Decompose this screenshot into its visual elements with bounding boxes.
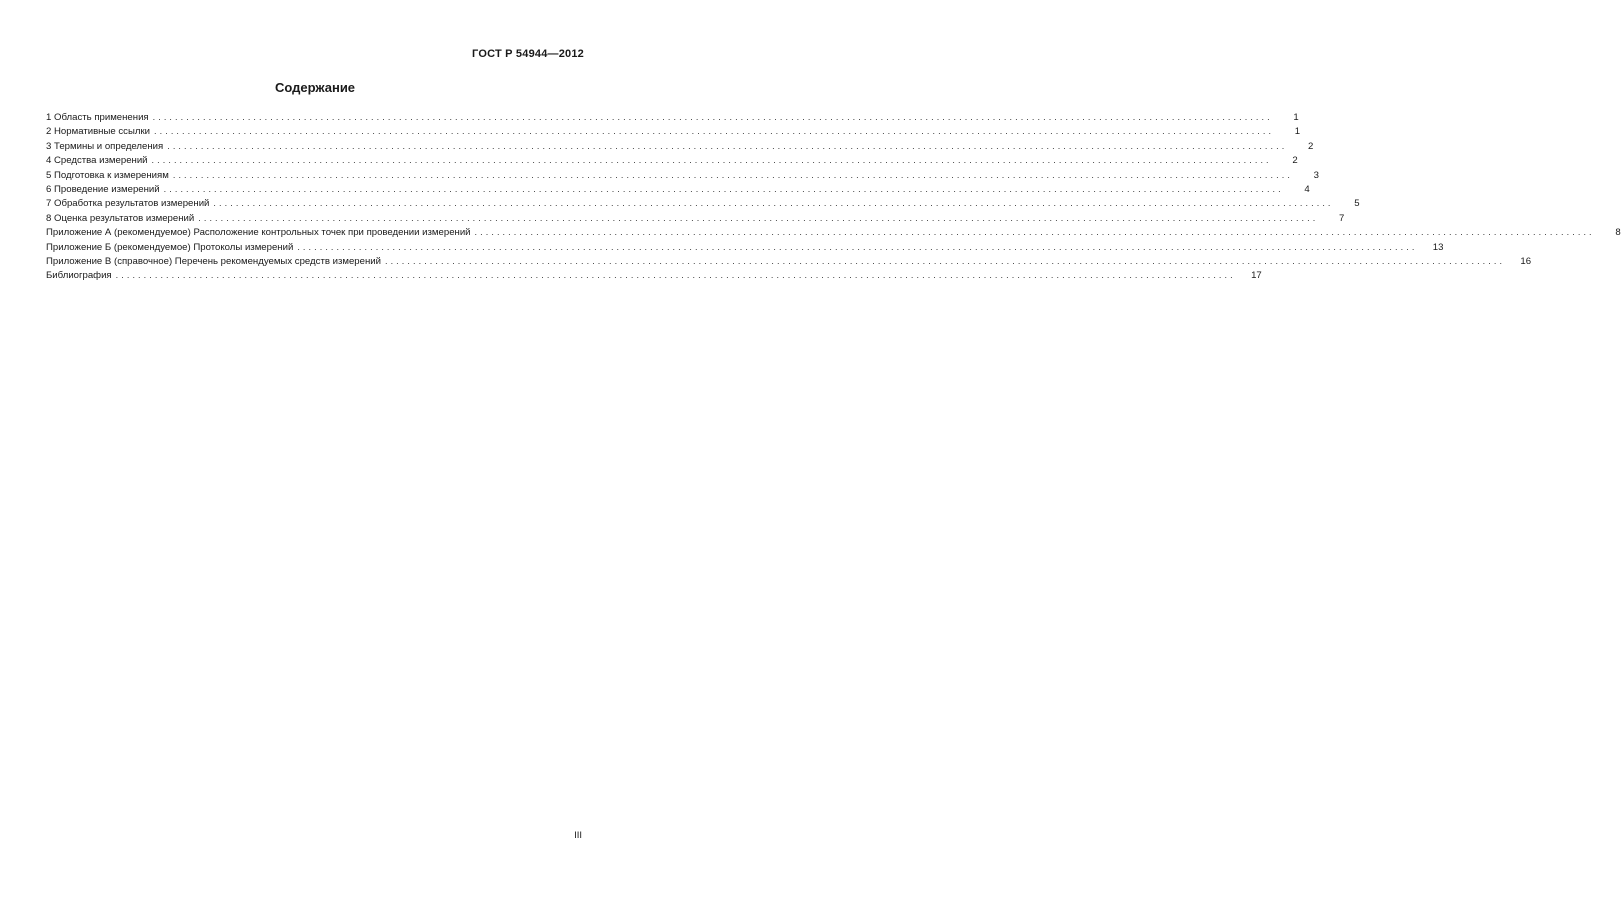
toc-entry-page: 5 <box>1354 198 1360 210</box>
toc-entry-label: Приложение В (справочное) Перечень рекомендуемых средств измерений <box>46 255 381 267</box>
toc-entry <box>46 182 1310 196</box>
toc-entry-label: 3 Термины и определения <box>46 140 164 152</box>
toc-entry-page: 16 <box>1520 255 1532 267</box>
toc-entry-page: 17 <box>1251 270 1262 282</box>
toc-entry-label: Приложение А (рекомендуемое) Расположение контрольных точек при проведении измерений <box>46 227 471 239</box>
toc-entry-page: 3 <box>1313 169 1319 181</box>
toc-entry-label: 5 Подготовка к измерениям <box>46 169 169 181</box>
toc-entry <box>46 225 1621 239</box>
toc-entry-label: 1 Область применения <box>46 112 149 123</box>
toc-entry <box>46 240 1444 254</box>
toc-leader-dots: ........................................................................................................................................................................................................ <box>474 227 1595 238</box>
toc-leader-dots: ........................................................................................................................................................................................................ <box>115 270 1236 281</box>
toc-entry-label: Приложение Б (рекомендуемое) Протоколы измерений <box>46 241 294 253</box>
toc-entry-label: 6 Проведение измерений <box>46 183 160 195</box>
document-number: ГОСТ Р 54944—2012 <box>472 48 584 60</box>
toc-leader-dots: ........................................................................................................................................................................................................ <box>172 169 1293 180</box>
toc-leader-dots: ........................................................................................................................................................................................................ <box>163 183 1284 194</box>
toc-entry <box>46 254 1532 268</box>
toc-entry <box>46 153 1298 167</box>
toc-entry <box>46 110 1299 124</box>
toc-entry-page: 1 <box>1293 112 1299 123</box>
toc-leader-dots: ........................................................................................................................................................................................................ <box>297 241 1418 252</box>
toc-leader-dots: ........................................................................................................................................................................................................ <box>152 112 1273 122</box>
toc-entry <box>46 139 1314 153</box>
toc-leader-dots: ........................................................................................................................................................................................................ <box>151 155 1272 166</box>
page-number: III <box>574 830 582 841</box>
page-title: Содержание <box>274 80 356 95</box>
toc-entry-page: 1 <box>1294 126 1301 138</box>
toc-entry-page: 2 <box>1308 140 1314 152</box>
toc-entry-label: Библиография <box>46 270 112 282</box>
toc-entry <box>46 124 1301 138</box>
toc-entry-page: 4 <box>1304 183 1310 195</box>
toc-entry <box>46 211 1345 225</box>
toc-entry <box>46 196 1360 210</box>
toc-entry-label: 4 Средства измерений <box>46 155 148 167</box>
toc-entry-page: 8 <box>1615 227 1621 239</box>
toc-entry-label: 2 Нормативные ссылки <box>46 126 151 138</box>
toc-leader-dots: ........................................................................................................................................................................................................ <box>167 140 1288 151</box>
table-of-contents <box>46 110 1621 283</box>
toc-entry <box>46 268 1262 282</box>
toc-leader-dots: ........................................................................................................................................................................................................ <box>154 126 1275 137</box>
toc-entry-label: 8 Оценка результатов измерений <box>46 212 195 224</box>
toc-entry-label: 7 Обработка результатов измерений <box>46 198 210 210</box>
toc-leader-dots: ........................................................................................................................................................................................................ <box>198 212 1319 223</box>
toc-leader-dots: ........................................................................................................................................................................................................ <box>384 255 1506 266</box>
toc-leader-dots: ........................................................................................................................................................................................................ <box>213 198 1334 209</box>
toc-entry-page: 7 <box>1339 212 1345 224</box>
toc-entry-page: 13 <box>1432 241 1444 253</box>
toc-entry <box>46 168 1319 182</box>
toc-entry-page: 2 <box>1292 155 1298 167</box>
